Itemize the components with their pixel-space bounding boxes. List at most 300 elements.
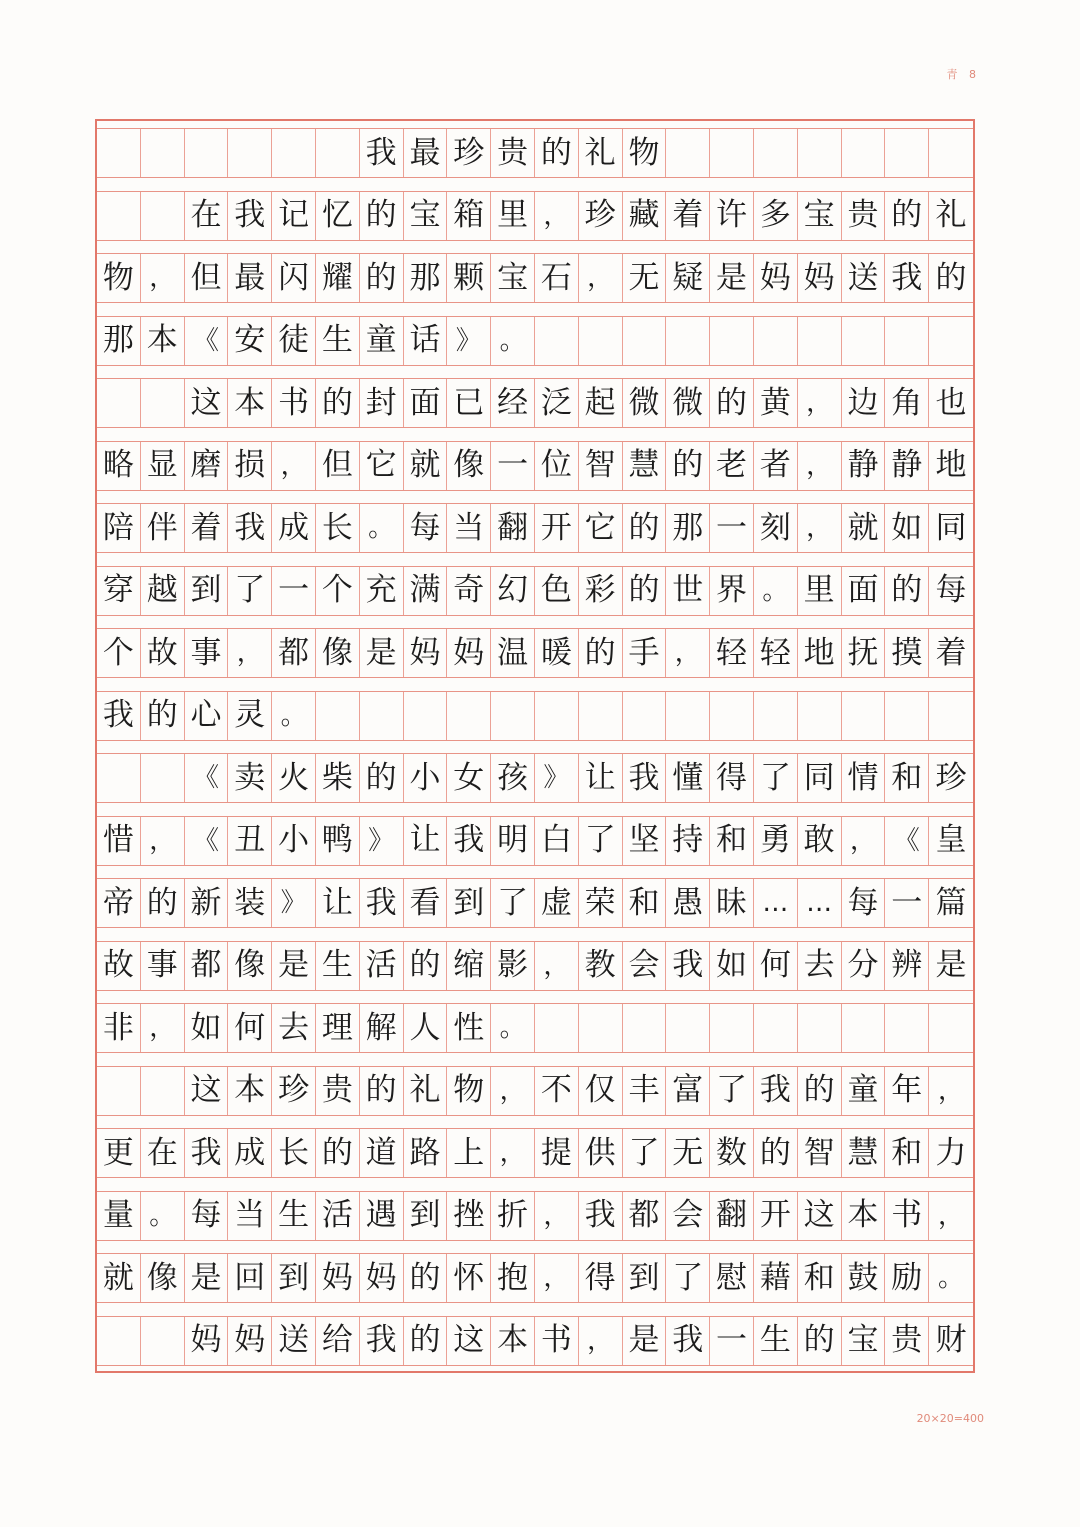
grid-cell: 送: [842, 254, 886, 302]
grid-cell: 财: [935, 1322, 967, 1358]
text-row: [97, 441, 973, 491]
grid-cell: 的: [798, 1317, 842, 1365]
grid-spec-label: 20×20=400: [916, 1412, 984, 1425]
grid-cell: [535, 317, 579, 365]
grid-cell: 同: [798, 754, 842, 802]
grid-cell: 面: [404, 379, 448, 427]
grid-cell: 也: [935, 384, 967, 421]
grid-cell: 珍: [935, 759, 967, 796]
grid-cell: [97, 379, 141, 427]
grid-cell: 界: [710, 567, 754, 615]
grid-cell: [97, 1067, 141, 1115]
grid-cell: 物: [447, 1067, 491, 1115]
grid-cell: [798, 129, 842, 177]
grid-cell: 就: [97, 1254, 141, 1302]
grid-cell: 分: [842, 942, 886, 990]
grid-cell: 和: [885, 1129, 929, 1177]
grid-cell: 持: [666, 817, 710, 865]
grid-cell: [929, 129, 973, 177]
grid-cell: 成: [228, 1129, 272, 1177]
grid-cell: 贵: [491, 129, 535, 177]
grid-cell: 妈: [404, 629, 448, 677]
grid-cell: 珍: [272, 1067, 316, 1115]
grid-cell: 了: [579, 817, 623, 865]
grid-cell: 越: [141, 567, 185, 615]
grid-cell: [842, 692, 886, 740]
grid-cell: ，: [842, 817, 886, 865]
grid-cell: 宝: [842, 1317, 886, 1365]
grid-cell: [316, 692, 360, 740]
grid-cell: [754, 317, 798, 365]
grid-cell: 都: [185, 942, 229, 990]
grid-cell: [97, 754, 141, 802]
grid-cell: 《: [185, 317, 229, 365]
grid-cell: 力: [935, 1134, 967, 1171]
grid-cell: 像: [316, 629, 360, 677]
grid-cell: 长: [316, 504, 360, 552]
grid-cell: 我: [579, 1192, 623, 1240]
grid-cell: 白: [535, 817, 579, 865]
grid-cell: [272, 129, 316, 177]
grid-cell: 开: [535, 504, 579, 552]
grid-cell: 那: [404, 254, 448, 302]
grid-cell: 宝: [491, 254, 535, 302]
grid-cell: 。: [754, 567, 798, 615]
text-row: [97, 691, 973, 741]
grid-cell: 刻: [754, 504, 798, 552]
grid-cell: [666, 317, 710, 365]
grid-cell: 泛: [535, 379, 579, 427]
grid-cell: 仅: [579, 1067, 623, 1115]
grid-cell: 坚: [623, 817, 667, 865]
page-header-label: 青 8: [946, 68, 980, 81]
grid-cell: 是: [623, 1317, 667, 1365]
grid-cell: [97, 129, 141, 177]
grid-cell: 懂: [666, 754, 710, 802]
grid-cell: 封: [360, 379, 404, 427]
grid-cell: 看: [404, 879, 448, 927]
grid-cell: 奇: [447, 567, 491, 615]
grid-cell: 静: [885, 442, 929, 490]
grid-cell: 妈: [447, 629, 491, 677]
grid-cell: 和: [710, 817, 754, 865]
grid-cell: 手: [623, 629, 667, 677]
grid-cell: 物: [623, 129, 667, 177]
grid-cell: 着: [185, 504, 229, 552]
grid-cell: 在: [185, 192, 229, 240]
title-row: [97, 128, 973, 178]
grid-cell: 摸: [885, 629, 929, 677]
grid-cell: 得: [710, 754, 754, 802]
manuscript-grid: [95, 119, 975, 1373]
grid-cell: 我: [228, 192, 272, 240]
grid-cell: 情: [842, 754, 886, 802]
grid-cell: 不: [535, 1067, 579, 1115]
text-row: [97, 1066, 973, 1116]
grid-cell: 让: [404, 817, 448, 865]
grid-cell: [404, 692, 448, 740]
grid-cell: 经: [491, 379, 535, 427]
text-row: [97, 753, 973, 803]
grid-cell: 一: [272, 567, 316, 615]
grid-cell: 荣: [579, 879, 623, 927]
grid-cell: 量: [97, 1192, 141, 1240]
grid-cell: 本: [491, 1317, 535, 1365]
grid-cell: 生: [316, 942, 360, 990]
grid-cell: 童: [360, 317, 404, 365]
grid-cell: 我: [360, 1317, 404, 1365]
grid-cell: 我: [623, 754, 667, 802]
grid-cell: 丑: [228, 817, 272, 865]
grid-cell: 虚: [535, 879, 579, 927]
grid-cell: 都: [272, 629, 316, 677]
grid-cell: 一: [885, 879, 929, 927]
grid-cell: 解: [360, 1004, 404, 1052]
grid-cell: 回: [228, 1254, 272, 1302]
grid-cell: ，: [535, 1254, 579, 1302]
grid-cell: 提: [535, 1129, 579, 1177]
grid-cell: 我: [447, 817, 491, 865]
grid-cell: [666, 692, 710, 740]
grid-cell: 了: [754, 754, 798, 802]
text-row: [97, 566, 973, 616]
grid-cell: 的: [360, 254, 404, 302]
grid-cell: 敢: [798, 817, 842, 865]
grid-cell: 如: [885, 504, 929, 552]
grid-cell: 到: [185, 567, 229, 615]
grid-cell: 我: [666, 1317, 710, 1365]
grid-cell: 疑: [666, 254, 710, 302]
grid-cell: 礼: [404, 1067, 448, 1115]
grid-cell: 年: [885, 1067, 929, 1115]
grid-cell: 这: [185, 379, 229, 427]
grid-cell: 这: [185, 1067, 229, 1115]
grid-cell: 每: [935, 572, 967, 608]
grid-cell: 本: [141, 317, 185, 365]
grid-cell: [141, 1317, 185, 1365]
grid-cell: 了: [491, 879, 535, 927]
grid-cell: 影: [491, 942, 535, 990]
grid-cell: 妈: [754, 254, 798, 302]
grid-cell: 这: [447, 1317, 491, 1365]
grid-cell: ，: [535, 1192, 579, 1240]
grid-cell: [798, 1004, 842, 1052]
grid-cell: [579, 1004, 623, 1052]
grid-cell: 的: [404, 1317, 448, 1365]
grid-cell: 人: [404, 1004, 448, 1052]
grid-cell: 到: [447, 879, 491, 927]
grid-cell: 记: [272, 192, 316, 240]
grid-cell: ，: [666, 629, 710, 677]
text-row: [97, 878, 973, 928]
grid-cell: 静: [842, 442, 886, 490]
grid-cell: 数: [710, 1129, 754, 1177]
grid-cell: 像: [141, 1254, 185, 1302]
grid-cell: 教: [579, 942, 623, 990]
grid-cell: …: [754, 879, 798, 927]
grid-cell: 慧: [842, 1129, 886, 1177]
grid-cell: ，: [798, 442, 842, 490]
grid-cell: [579, 317, 623, 365]
grid-cell: 励: [885, 1254, 929, 1302]
grid-cell: ，: [579, 1317, 623, 1365]
grid-cell: 本: [842, 1192, 886, 1240]
grid-cell: 到: [623, 1254, 667, 1302]
grid-cell: 是: [935, 947, 967, 983]
grid-cell: 送: [272, 1317, 316, 1365]
grid-cell: 会: [666, 1192, 710, 1240]
grid-cell: 得: [579, 1254, 623, 1302]
grid-cell: [842, 129, 886, 177]
grid-cell: 妈: [228, 1317, 272, 1365]
grid-cell: 耀: [316, 254, 360, 302]
grid-cell: 闪: [272, 254, 316, 302]
grid-cell: 藉: [754, 1254, 798, 1302]
text-row: [97, 503, 973, 553]
grid-cell: 我: [228, 504, 272, 552]
grid-cell: 它: [360, 442, 404, 490]
grid-cell: 色: [535, 567, 579, 615]
grid-cell: [97, 192, 141, 240]
grid-cell: …: [798, 879, 842, 927]
grid-cell: 。: [491, 1004, 535, 1052]
grid-cell: 许: [710, 192, 754, 240]
grid-cell: 篇: [935, 884, 967, 921]
grid-cell: 鸭: [316, 817, 360, 865]
grid-cell: [885, 129, 929, 177]
grid-cell: 辨: [885, 942, 929, 990]
grid-cell: 的: [316, 1129, 360, 1177]
grid-cell: 的: [798, 1067, 842, 1115]
grid-cell: 每: [404, 504, 448, 552]
grid-cell: 我: [97, 692, 141, 740]
grid-cell: [842, 1004, 886, 1052]
grid-cell: 。: [272, 692, 316, 740]
grid-cell: ，: [798, 379, 842, 427]
grid-cell: 贵: [885, 1317, 929, 1365]
grid-cell: [360, 692, 404, 740]
grid-cell: 书: [272, 379, 316, 427]
grid-cell: 生: [754, 1317, 798, 1365]
grid-cell: [141, 1067, 185, 1115]
grid-cell: 微: [623, 379, 667, 427]
grid-cell: [929, 1004, 973, 1052]
grid-cell: 老: [710, 442, 754, 490]
grid-cell: 供: [579, 1129, 623, 1177]
grid-cell: 物: [97, 254, 141, 302]
grid-cell: 像: [447, 442, 491, 490]
grid-cell: [141, 754, 185, 802]
grid-cell: [929, 317, 973, 365]
grid-cell: 理: [316, 1004, 360, 1052]
grid-cell: 小: [404, 754, 448, 802]
grid-cell: 的: [404, 942, 448, 990]
grid-cell: 我: [360, 129, 404, 177]
grid-cell: 同: [935, 509, 967, 546]
grid-cell: 缩: [447, 942, 491, 990]
grid-cell: [623, 692, 667, 740]
grid-cell: 者: [754, 442, 798, 490]
grid-cell: 一: [710, 504, 754, 552]
grid-cell: 翻: [710, 1192, 754, 1240]
grid-cell: 的: [885, 192, 929, 240]
grid-cell: [316, 129, 360, 177]
grid-cell: 了: [228, 567, 272, 615]
grid-cell: 的: [666, 442, 710, 490]
text-row: [97, 1316, 973, 1366]
grid-cell: 活: [360, 942, 404, 990]
grid-cell: 让: [316, 879, 360, 927]
grid-cell: 帝: [97, 879, 141, 927]
grid-cell: 》: [360, 817, 404, 865]
grid-cell: 挫: [447, 1192, 491, 1240]
grid-cell: ，: [491, 1129, 535, 1177]
grid-cell: 就: [404, 442, 448, 490]
grid-cell: 智: [579, 442, 623, 490]
grid-cell: 珍: [579, 192, 623, 240]
grid-cell: 愚: [666, 879, 710, 927]
grid-cell: 这: [798, 1192, 842, 1240]
grid-cell: 柴: [316, 754, 360, 802]
grid-cell: 如: [710, 942, 754, 990]
grid-cell: 心: [185, 692, 229, 740]
grid-cell: 就: [842, 504, 886, 552]
grid-cell: 磨: [185, 442, 229, 490]
grid-cell: [141, 379, 185, 427]
grid-cell: 箱: [447, 192, 491, 240]
grid-cell: 本: [228, 379, 272, 427]
grid-cell: 无: [666, 1129, 710, 1177]
grid-cell: 《: [185, 754, 229, 802]
grid-cell: 的: [316, 379, 360, 427]
grid-cell: 略: [97, 442, 141, 490]
grid-cell: 像: [228, 942, 272, 990]
grid-cell: 的: [404, 1254, 448, 1302]
grid-cell: 勇: [754, 817, 798, 865]
grid-cell: 妈: [185, 1317, 229, 1365]
grid-cell: [885, 1004, 929, 1052]
grid-cell: 着: [666, 192, 710, 240]
grid-cell: [535, 1004, 579, 1052]
grid-cell: 穿: [97, 567, 141, 615]
grid-cell: 位: [535, 442, 579, 490]
grid-cell: 了: [623, 1129, 667, 1177]
grid-cell: 》: [272, 879, 316, 927]
grid-cell: 鼓: [842, 1254, 886, 1302]
text-row: [97, 628, 973, 678]
grid-cell: 彩: [579, 567, 623, 615]
grid-cell: 损: [228, 442, 272, 490]
grid-cell: 温: [491, 629, 535, 677]
grid-cell: 长: [272, 1129, 316, 1177]
grid-cell: 上: [447, 1129, 491, 1177]
grid-cell: 个: [316, 567, 360, 615]
grid-cell: 的: [623, 567, 667, 615]
grid-cell: [710, 1004, 754, 1052]
grid-cell: 小: [272, 817, 316, 865]
text-row: [97, 816, 973, 866]
grid-cell: 世: [666, 567, 710, 615]
grid-cell: 那: [97, 317, 141, 365]
grid-cell: 慰: [710, 1254, 754, 1302]
grid-cell: 在: [141, 1129, 185, 1177]
grid-cell: 非: [97, 1004, 141, 1052]
grid-cell: 满: [404, 567, 448, 615]
grid-cell: 和: [885, 754, 929, 802]
grid-cell: [754, 1004, 798, 1052]
grid-cell: 的: [141, 692, 185, 740]
grid-cell: 忆: [316, 192, 360, 240]
text-row: [97, 1003, 973, 1053]
grid-cell: 的: [141, 879, 185, 927]
grid-cell: 黄: [754, 379, 798, 427]
grid-cell: [97, 1317, 141, 1365]
grid-cell: 无: [623, 254, 667, 302]
grid-cell: 暖: [535, 629, 579, 677]
grid-cell: 妈: [360, 1254, 404, 1302]
grid-cell: ，: [272, 442, 316, 490]
grid-cell: [798, 692, 842, 740]
grid-cell: 宝: [798, 192, 842, 240]
grid-cell: 徒: [272, 317, 316, 365]
grid-cell: 最: [404, 129, 448, 177]
grid-cell: 新: [185, 879, 229, 927]
grid-cell: 去: [272, 1004, 316, 1052]
grid-cell: 惜: [97, 817, 141, 865]
grid-cell: ，: [228, 629, 272, 677]
grid-cell: 着: [935, 634, 967, 671]
grid-cell: 的: [885, 567, 929, 615]
grid-cell: 书: [535, 1317, 579, 1365]
grid-cell: 的: [623, 504, 667, 552]
grid-cell: 的: [360, 192, 404, 240]
grid-cell: 礼: [935, 197, 967, 233]
grid-cell: 故: [97, 942, 141, 990]
grid-cell: 智: [798, 1129, 842, 1177]
grid-cell: [141, 192, 185, 240]
grid-cell: 。: [360, 504, 404, 552]
grid-cell: 开: [754, 1192, 798, 1240]
grid-cell: 角: [885, 379, 929, 427]
grid-cell: 轻: [710, 629, 754, 677]
grid-cell: 是: [710, 254, 754, 302]
grid-cell: 里: [491, 192, 535, 240]
grid-cell: [754, 129, 798, 177]
grid-cell: 我: [666, 942, 710, 990]
grid-cell: [666, 1004, 710, 1052]
grid-cell: 火: [272, 754, 316, 802]
grid-cell: 何: [228, 1004, 272, 1052]
grid-cell: 昧: [710, 879, 754, 927]
grid-cell: 如: [185, 1004, 229, 1052]
grid-cell: [623, 317, 667, 365]
grid-cell: 最: [228, 254, 272, 302]
grid-cell: ，: [938, 1075, 965, 1106]
grid-cell: [710, 317, 754, 365]
grid-cell: 和: [798, 1254, 842, 1302]
grid-cell: 灵: [228, 692, 272, 740]
grid-cell: [228, 129, 272, 177]
grid-cell: 轻: [754, 629, 798, 677]
grid-cell: 更: [97, 1129, 141, 1177]
grid-cell: 礼: [579, 129, 623, 177]
grid-cell: 它: [579, 504, 623, 552]
grid-cell: 是: [272, 942, 316, 990]
grid-cell: 宝: [404, 192, 448, 240]
grid-cell: 伴: [141, 504, 185, 552]
grid-cell: ，: [491, 1067, 535, 1115]
grid-cell: 女: [447, 754, 491, 802]
